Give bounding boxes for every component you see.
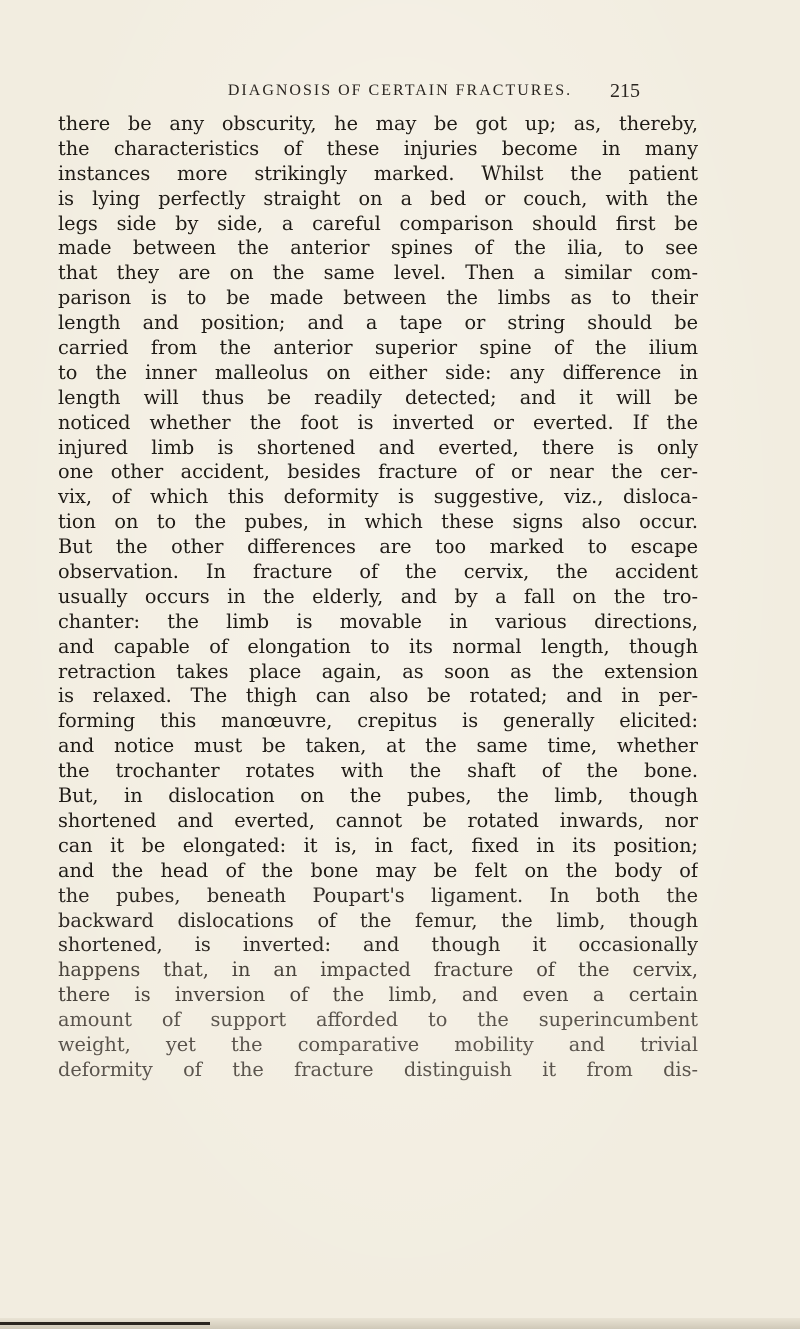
text-line: noticed whether the foot is inverted or everted. If the bbox=[58, 410, 698, 434]
text-line: length and position; and a tape or string should be bbox=[58, 311, 698, 335]
text-line: and the head of the bone may be felt on the body of bbox=[58, 858, 698, 882]
text-line: vix, of which this deformity is suggestive, viz., disloca- bbox=[58, 485, 698, 509]
text-line: and capable of elongation to its normal length, though bbox=[58, 634, 698, 658]
page-bottom-shadow bbox=[0, 1322, 210, 1325]
page-number: 215 bbox=[610, 80, 640, 102]
text-line: instances more strikingly marked. Whilst the patient bbox=[58, 161, 698, 185]
text-line: to the inner malleolus on either side: any difference in bbox=[58, 360, 698, 384]
text-line: made between the anterior spines of the ilia, to see bbox=[58, 236, 698, 260]
text-line: there be any obscurity, he may be got up; as, thereby, bbox=[58, 112, 698, 135]
text-line: and notice must be taken, at the same time, whether bbox=[58, 734, 698, 758]
text-line: But, in dislocation on the pubes, the limb, though bbox=[58, 784, 698, 808]
text-line: length will thus be readily detected; and it will be bbox=[58, 385, 698, 409]
running-head bbox=[0, 82, 800, 106]
text-line: one other accident, besides fracture of or near the cer- bbox=[58, 460, 698, 484]
text-line: amount of support afforded to the superincumbent bbox=[58, 1008, 698, 1032]
text-line: legs side by side, a careful comparison should first be bbox=[58, 211, 698, 235]
text-line: carried from the anterior superior spine of the ilium bbox=[58, 336, 698, 360]
text-line: the pubes, beneath Poupart's ligament. In both the bbox=[58, 883, 698, 907]
running-title: DIAGNOSIS OF CERTAIN FRACTURES. bbox=[227, 82, 573, 99]
text-line: parison is to be made between the limbs as to their bbox=[58, 286, 698, 310]
text-line: weight, yet the comparative mobility and trivial bbox=[58, 1032, 698, 1056]
text-line: can it be elongated: it is, in fact, fixed in its position; bbox=[58, 833, 698, 857]
text-line: there is inversion of the limb, and even a certain bbox=[58, 983, 698, 1007]
text-line: backward dislocations of the femur, the limb, though bbox=[58, 908, 698, 932]
text-line: forming this manœuvre, crepitus is generally elicited: bbox=[58, 709, 698, 733]
text-line: is lying perfectly straight on a bed or couch, with the bbox=[58, 186, 698, 210]
text-line: the characteristics of these injuries become in many bbox=[58, 136, 698, 160]
text-line: deformity of the fracture distinguish it from dis- bbox=[58, 1057, 698, 1081]
text-line: that they are on the same level. Then a similar com- bbox=[58, 261, 698, 285]
text-line: retraction takes place again, as soon as the extension bbox=[58, 659, 698, 683]
text-line: But the other differences are too marked to escape bbox=[58, 535, 698, 559]
text-line: tion on to the pubes, in which these signs also occur. bbox=[58, 510, 698, 534]
text-line: usually occurs in the elderly, and by a fall on the tro- bbox=[58, 584, 698, 608]
text-line: is relaxed. The thigh can also be rotated; and in per- bbox=[58, 684, 698, 708]
text-line: chanter: the limb is movable in various directions, bbox=[58, 609, 698, 633]
text-line: shortened and everted, cannot be rotated inwards, nor bbox=[58, 808, 698, 832]
text-line: observation. In fracture of the cervix, the accident bbox=[58, 560, 698, 584]
text-line: shortened, is inverted: and though it occasionally bbox=[58, 933, 698, 957]
text-line: happens that, in an impacted fracture of the cervix, bbox=[58, 958, 698, 982]
text-line: injured limb is shortened and everted, there is only bbox=[58, 435, 698, 459]
body-text bbox=[58, 112, 698, 1083]
text-line: the trochanter rotates with the shaft of the bone. bbox=[58, 759, 698, 783]
